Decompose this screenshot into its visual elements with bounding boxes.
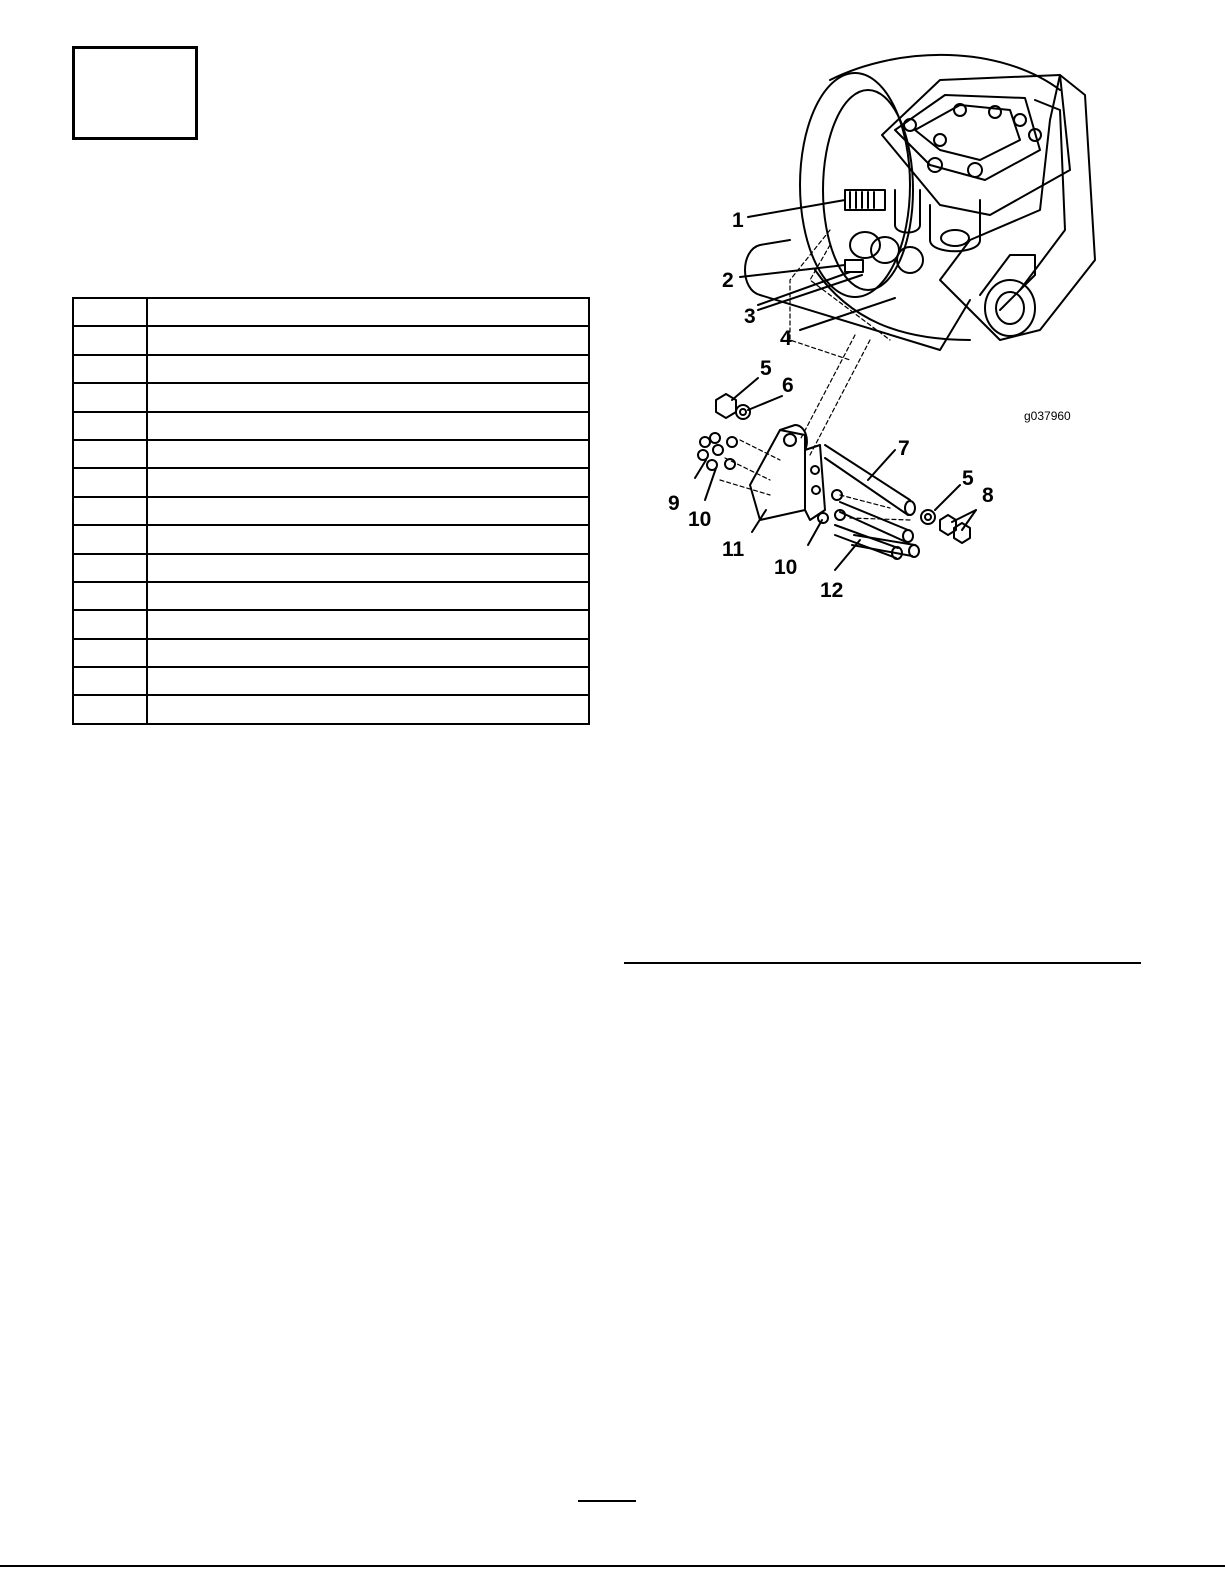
figure-code: g037960 <box>1024 409 1071 423</box>
part-number-cell <box>73 383 147 411</box>
figure-drawing <box>640 40 1140 610</box>
mounting-bracket <box>750 430 805 520</box>
part-number-cell <box>73 298 147 326</box>
parts-table-row <box>73 610 589 638</box>
part-description-cell <box>147 468 589 496</box>
parts-table-row <box>73 355 589 383</box>
callout-2: 2 <box>722 269 734 292</box>
parts-table-row <box>73 383 589 411</box>
part-number-cell <box>73 497 147 525</box>
callout-5: 5 <box>760 357 772 380</box>
part-number-cell <box>73 667 147 695</box>
part-number-cell <box>73 582 147 610</box>
callout-4: 4 <box>780 327 792 350</box>
callout-7: 7 <box>898 437 910 460</box>
part-number-cell <box>73 695 147 723</box>
section-divider <box>624 962 1141 964</box>
parts-table-row <box>73 582 589 610</box>
callout-12: 12 <box>820 579 844 602</box>
part-number-cell <box>73 412 147 440</box>
part-number-cell <box>73 554 147 582</box>
part-description-cell <box>147 695 589 723</box>
exploded-view-figure <box>640 40 1140 610</box>
part-number-cell <box>73 468 147 496</box>
parts-table-row <box>73 525 589 553</box>
callout-3: 3 <box>744 305 756 328</box>
part-description-cell <box>147 667 589 695</box>
callout-10: 10 <box>688 508 712 531</box>
parts-table-row <box>73 667 589 695</box>
parts-table-row <box>73 298 589 326</box>
part-description-cell <box>147 355 589 383</box>
part-description-cell <box>147 497 589 525</box>
callout-11: 11 <box>722 538 745 561</box>
part-description-cell <box>147 554 589 582</box>
part-description-cell <box>147 610 589 638</box>
callout-9: 9 <box>668 492 680 515</box>
part-description-cell <box>147 440 589 468</box>
parts-table-row <box>73 554 589 582</box>
part-description-cell <box>147 326 589 354</box>
parts-table-row <box>73 468 589 496</box>
footer-rule <box>0 1565 1225 1567</box>
callout-5b: 5 <box>962 467 974 490</box>
callout-10b: 10 <box>774 556 798 579</box>
part-description-cell <box>147 298 589 326</box>
part-description-cell <box>147 582 589 610</box>
parts-table <box>72 297 590 725</box>
parts-table-row <box>73 326 589 354</box>
part-description-cell <box>147 525 589 553</box>
part-number-cell <box>73 525 147 553</box>
parts-table-body <box>73 298 589 724</box>
parts-table-row <box>73 695 589 723</box>
parts-table-row <box>73 497 589 525</box>
part-number-cell <box>73 639 147 667</box>
part-description-cell <box>147 412 589 440</box>
parts-table-row <box>73 440 589 468</box>
part-number-cell <box>73 440 147 468</box>
part-number-cell <box>73 355 147 383</box>
parts-table-row <box>73 412 589 440</box>
callout-1: 1 <box>732 209 744 232</box>
part-number-cell <box>73 610 147 638</box>
callout-6: 6 <box>782 374 794 397</box>
page-number-rule <box>578 1500 636 1502</box>
part-number-cell <box>73 326 147 354</box>
part-description-cell <box>147 639 589 667</box>
part-description-cell <box>147 383 589 411</box>
parts-table-row <box>73 639 589 667</box>
callout-8: 8 <box>982 484 994 507</box>
step-number-box <box>72 46 198 140</box>
